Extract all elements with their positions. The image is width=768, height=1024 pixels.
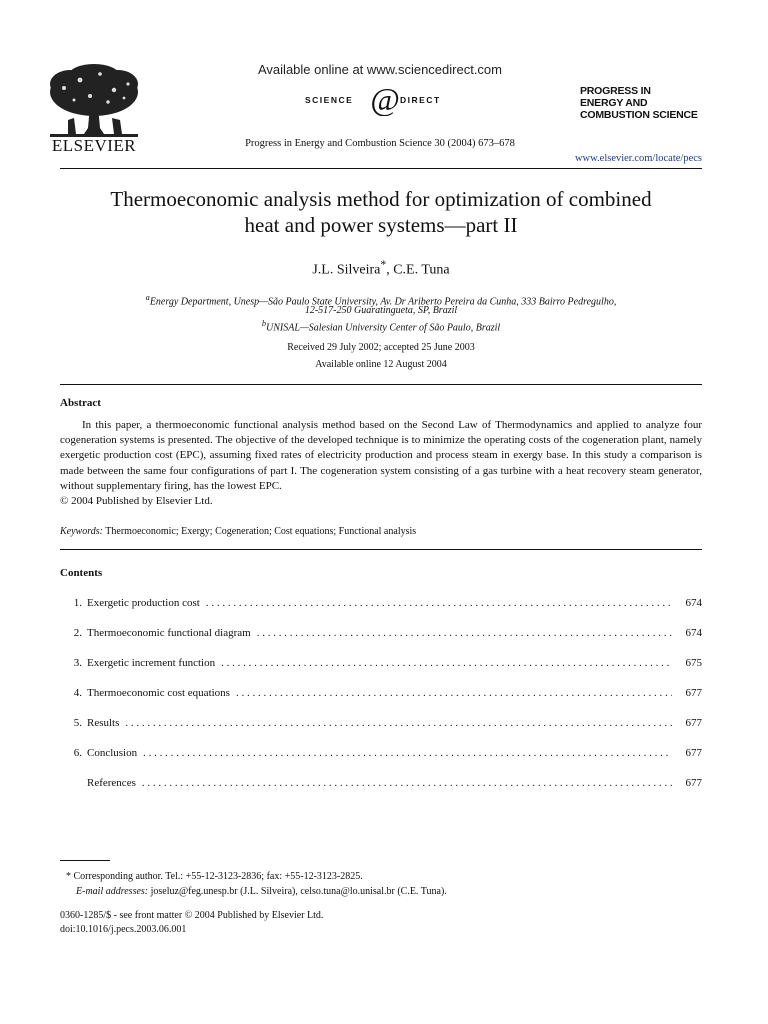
- journal-name: [580, 85, 720, 121]
- journal-name-line: COMBUSTION SCIENCE: [580, 109, 698, 121]
- affiliation-text: Energy Department, Unesp—São Paulo State University, Av. Dr Ariberto Pereira da Cunha, 333 Bairro Pedregulho,: [149, 296, 617, 308]
- affiliation-text: UNISAL—Salesian University Center of São Paulo, Brazil: [266, 322, 501, 334]
- article-title-line: heat and power systems—part II: [244, 213, 518, 237]
- author-separator: ,: [386, 262, 394, 278]
- contents-heading: Contents: [60, 567, 103, 579]
- toc-number: 2.: [73, 627, 82, 639]
- header-divider: [60, 168, 702, 169]
- doi-link[interactable]: doi:10.1016/j.pecs.2003.06.001: [60, 924, 187, 935]
- abstract-text: In this paper, a thermoeconomic functional analysis method based on the Second Law of Thermodynamics and applied to analyze four cogeneration systems is presented. The objective of the developed technique is to minimize the operating costs of the cogeneration plant, namely exergetic production cost (EPC), assuming fixed rates of electricity production and process steam in exergy base. In this study a comparison is made between the same four configurations of part I. The cogeneration system consisting of a gas turbine with a heat recovery steam generator, without supplementary firing, has the lowest EPC.: [60, 419, 702, 492]
- email-footnote: [76, 886, 447, 897]
- toc-item[interactable]: [66, 777, 702, 791]
- toc-leader: [125, 717, 672, 729]
- toc-number: 3.: [73, 657, 82, 669]
- toc-item[interactable]: [66, 657, 702, 671]
- keywords-text: Thermoeconomic; Exergy; Cogeneration; Cost equations; Functional analysis: [102, 526, 417, 537]
- available-online-banner: Available online at www.sciencedirect.com: [258, 62, 502, 77]
- affiliation-b: [60, 317, 702, 334]
- toc-title: Conclusion: [87, 747, 138, 759]
- email-addresses[interactable]: joseluz@feg.unesp.br (J.L. Silveira), celso.tuna@lo.unisal.br (C.E. Tuna).: [148, 886, 447, 897]
- toc-title: Thermoeconomic cost equations: [87, 687, 230, 699]
- email-label: E-mail addresses:: [76, 886, 149, 897]
- author-name: J.L. Silveira: [312, 262, 381, 278]
- article-title-line: Thermoeconomic analysis method for optimization of combined: [110, 187, 652, 211]
- journal-name-line: ENERGY AND: [580, 97, 648, 109]
- toc-number: 4.: [73, 687, 82, 699]
- toc-number: 1.: [73, 597, 82, 609]
- toc-item[interactable]: [66, 597, 702, 611]
- toc-leader: [236, 687, 672, 699]
- toc-number: 6.: [73, 747, 82, 759]
- toc-leader: [143, 747, 672, 759]
- toc-title: Thermoeconomic functional diagram: [87, 627, 251, 639]
- affiliation-a-cont: 12-517-250 Guaratingueta, SP, Brazil: [304, 305, 458, 316]
- corresponding-mark: *: [380, 258, 387, 271]
- toc-title: Exergetic increment function: [87, 657, 216, 669]
- toc-page: 674: [685, 597, 702, 609]
- contents-divider: [60, 549, 702, 550]
- keywords-label: Keywords:: [60, 526, 103, 537]
- corresponding-author-footnote: * Corresponding author. Tel.: +55-12-3123-2836; fax: +55-12-3123-2825.: [66, 871, 363, 882]
- keywords: [60, 526, 702, 537]
- sciencedirect-logo-left: SCIENCE: [305, 95, 354, 105]
- affiliation-mark: a: [145, 293, 150, 302]
- toc-page: 675: [685, 657, 702, 669]
- publisher-name: ELSEVIER: [51, 136, 137, 155]
- journal-url-link[interactable]: www.elsevier.com/locate/pecs: [574, 153, 702, 164]
- toc-leader: [142, 777, 672, 789]
- toc-page: 677: [685, 777, 702, 789]
- toc-leader: [257, 627, 672, 639]
- author-name: C.E. Tuna: [393, 262, 450, 278]
- toc-page: 677: [685, 717, 702, 729]
- journal-citation: Progress in Energy and Combustion Science 30 (2004) 673–678: [245, 138, 515, 149]
- toc-page: 677: [685, 747, 702, 759]
- footnote-divider: [60, 860, 110, 861]
- toc-item[interactable]: [66, 747, 702, 761]
- affiliation-mark: b: [261, 319, 266, 328]
- toc-leader: [221, 657, 672, 669]
- toc-item[interactable]: [66, 627, 702, 641]
- toc-item[interactable]: [66, 717, 702, 731]
- author-list: [60, 258, 702, 279]
- abstract-heading: Abstract: [60, 397, 101, 409]
- toc-title: Results: [87, 717, 120, 729]
- received-dates: Received 29 July 2002; accepted 25 June 2003: [287, 342, 475, 353]
- toc-title: Exergetic production cost: [87, 597, 200, 609]
- abstract-copyright: © 2004 Published by Elsevier Ltd.: [60, 495, 213, 507]
- toc-title: References: [87, 777, 136, 789]
- toc-leader: [206, 597, 672, 609]
- available-online-date: Available online 12 August 2004: [315, 359, 447, 370]
- journal-name-line: PROGRESS IN: [580, 85, 651, 97]
- front-matter-line: 0360-1285/$ - see front matter © 2004 Published by Elsevier Ltd.: [60, 910, 324, 921]
- svg-text:@: @: [370, 82, 400, 116]
- toc-item[interactable]: [66, 687, 702, 701]
- sciencedirect-logo-right: DIRECT: [400, 95, 441, 105]
- toc-page: 677: [685, 687, 702, 699]
- toc-page: 674: [685, 627, 702, 639]
- abstract-divider: [60, 384, 702, 385]
- toc-number: 5.: [73, 717, 82, 729]
- article-title: [60, 186, 702, 238]
